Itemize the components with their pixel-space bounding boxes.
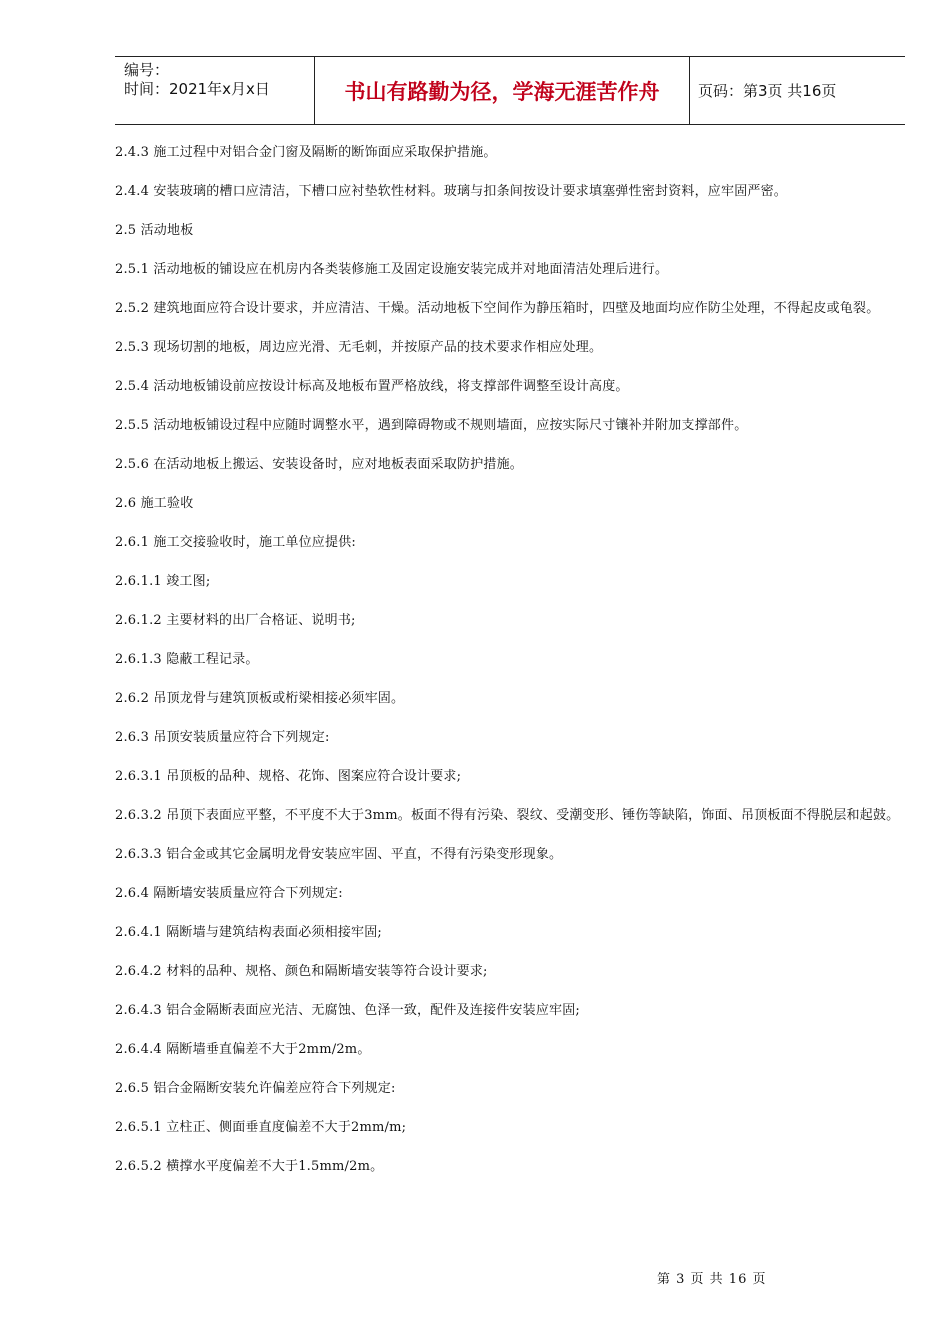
header-motto: 书山有路勤为径，学海无涯苦作舟 [315,57,690,124]
paragraph: 2.5.3 现场切割的地板，周边应光滑、无毛刺，并按原产品的技术要求作相应处理。 [115,340,603,355]
paragraph: 2.6.4.3 铝合金隔断表面应光洁、无腐蚀、色泽一致，配件及连接件安装应牢固; [115,1003,580,1018]
paragraph: 2.6.4.1 隔断墙与建筑结构表面必须相接牢固; [115,925,382,940]
paragraph: 2.6.5 铝合金隔断安装允许偏差应符合下列规定: [115,1081,396,1096]
paragraph: 2.6.3.2 吊顶下表面应平整，不平度不大于3mm。板面不得有污染、裂纹、受潮变形、锤伤等缺陷，饰面、吊顶板面不得脱层和起鼓。 [115,808,900,823]
paragraph: 2.6.1 施工交接验收时，施工单位应提供: [115,535,356,550]
paragraph: 2.5.1 活动地板的铺设应在机房内各类装修施工及固定设施安装完成并对地面清洁处理后进行。 [115,262,669,277]
paragraph: 2.6.3.3 铝合金或其它金属明龙骨安装应牢固、平直，不得有污染变形现象。 [115,847,563,862]
paragraph: 2.5.4 活动地板铺设前应按设计标高及地板布置严格放线，将支撑部件调整至设计高度。 [115,379,629,394]
date-label: 时间：2021年x月x日 [124,80,270,98]
document-body [115,144,905,1197]
paragraph: 2.4.3 施工过程中对铝合金门窗及隔断的断饰面应采取保护措施。 [115,145,497,160]
paragraph: 2.5.6 在活动地板上搬运、安装设备时，应对地板表面采取防护措施。 [115,457,524,472]
page-footer: 第 3 页 共 16 页 [657,1272,767,1287]
paragraph: 2.6.1.1 竣工图; [115,574,211,589]
paragraph: 2.6.5.1 立柱正、侧面垂直度偏差不大于2mm/m; [115,1120,407,1135]
paragraph: 2.6.1.3 隐蔽工程记录。 [115,652,259,667]
header-page-info: 页码：第3页 共16页 [698,82,837,100]
paragraph: 2.6.3 吊顶安装质量应符合下列规定: [115,730,330,745]
paragraph: 2.6.5.2 横撑水平度偏差不大于1.5mm/2m。 [115,1159,384,1174]
paragraph: 2.6.3.1 吊顶板的品种、规格、花饰、图案应符合设计要求; [115,769,462,784]
number-label: 编号： [124,61,170,79]
paragraph: 2.6.4.2 材料的品种、规格、颜色和隔断墙安装等符合设计要求; [115,964,488,979]
paragraph: 2.4.4 安装玻璃的槽口应清洁，下槽口应衬垫软性材料。玻璃与扣条间按设计要求填塞弹性密封资料，应牢固严密。 [115,184,788,199]
paragraph: 2.6.1.2 主要材料的出厂合格证、说明书; [115,613,356,628]
paragraph: 2.5.2 建筑地面应符合设计要求，并应清洁、干燥。活动地板下空间作为静压箱时，四壁及地面均应作防尘处理，不得起皮或龟裂。 [115,301,880,316]
document-header [115,56,905,125]
section-heading: 2.5 活动地板 [115,223,194,238]
paragraph: 2.6.4 隔断墙安装质量应符合下列规定: [115,886,343,901]
section-heading: 2.6 施工验收 [115,496,194,511]
paragraph: 2.6.4.4 隔断墙垂直偏差不大于2mm/2m。 [115,1042,371,1057]
header-meta [115,57,315,124]
paragraph: 2.6.2 吊顶龙骨与建筑顶板或桁梁相接必须牢固。 [115,691,405,706]
paragraph: 2.5.5 活动地板铺设过程中应随时调整水平，遇到障碍物或不规则墙面，应按实际尺寸镶补并附加支撑部件。 [115,418,748,433]
